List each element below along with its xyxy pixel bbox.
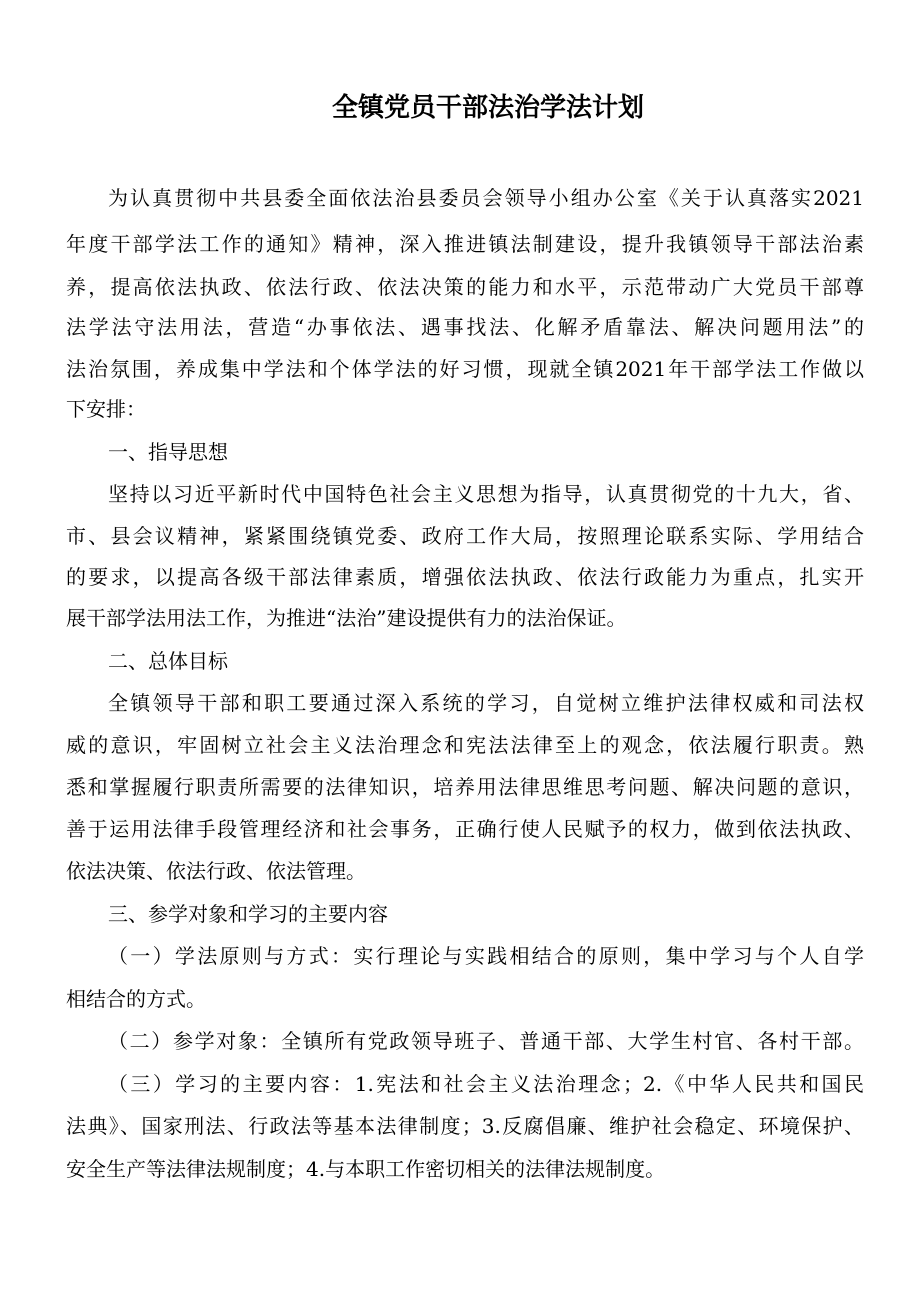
paragraph-line: 法典》、国家刑法、行政法等基本法律制度；3.反腐倡廉、维护社会稳定、环境保护、 [66,1114,864,1138]
paragraph-line: （三）学习的主要内容：1.宪法和社会主义法治理念；2.《中华人民共和国民 [108,1072,864,1096]
paragraph-line: （二）参学对象：全镇所有党政领导班子、普通干部、大学生村官、各村干部。 [108,1029,864,1053]
paragraph-line: 法学法守法用法，营造“办事依法、遇事找法、化解矛盾靠法、解决问题用法”的 [66,315,864,339]
paragraph-line: 相结合的方式。 [66,987,206,1011]
paragraph-line: （一）学法原则与方式：实行理论与实践相结合的原则，集中学习与个人自学 [108,944,864,968]
section-heading: 二、总体目标 [108,649,228,673]
paragraph-line: 悉和掌握履行职责所需要的法律知识，培养用法律思维思考问题、解决问题的意识， [66,775,864,799]
paragraph-line: 坚持以习近平新时代中国特色社会主义思想为指导，认真贯彻党的十九大，省、 [108,482,864,506]
section-heading: 三、参学对象和学习的主要内容 [108,902,388,926]
paragraph-line: 全镇领导干部和职工要通过深入系统的学习，自觉树立维护法律权威和司法权 [108,691,864,715]
paragraph-line: 养，提高依法执政、依法行政、依法决策的能力和水平，示范带动广大党员干部尊 [66,275,864,299]
paragraph-line: 的要求，以提高各级干部法律素质，增强依法执政、依法行政能力为重点，扎实开 [66,565,864,589]
paragraph-line: 威的意识，牢固树立社会主义法治理念和宪法法律至上的观念，依法履行职责。熟 [66,733,864,757]
paragraph-line: 安全生产等法律法规制度；4.与本职工作密切相关的法律法规制度。 [66,1157,666,1181]
paragraph-line: 善于运用法律手段管理经济和社会事务，正确行使人民赋予的权力，做到依法执政、 [66,817,864,841]
paragraph-line: 为认真贯彻中共县委全面依法治县委员会领导小组办公室《关于认真落实2021 [108,186,864,210]
paragraph-line: 年度干部学法工作的通知》精神，深入推进镇法制建设，提升我镇领导干部法治素 [66,232,864,256]
document-title: 全镇党员干部法治学法计划 [331,93,644,123]
paragraph-line: 市、县会议精神，紧紧围绕镇党委、政府工作大局，按照理论联系实际、学用结合 [66,524,864,548]
paragraph-line: 下安排： [66,397,146,421]
paragraph-line: 依法决策、依法行政、依法管理。 [66,859,366,883]
paragraph-line: 展干部学法用法工作，为推进“法治”建设提供有力的法治保证。 [66,606,627,630]
section-heading: 一、指导思想 [108,440,228,464]
paragraph-line: 法治氛围，养成集中学法和个体学法的好习惯，现就全镇2021年干部学法工作做以 [66,357,864,381]
